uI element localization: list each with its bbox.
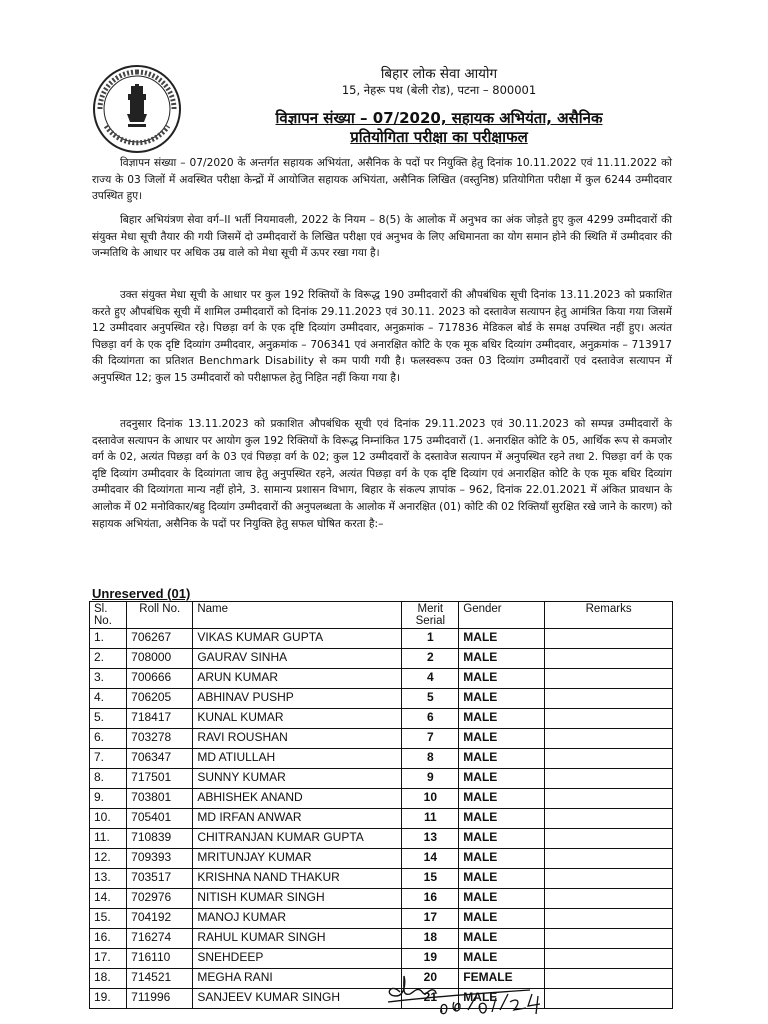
cell-name: GAURAV SINHA xyxy=(193,649,402,669)
cell-name: ARUN KUMAR xyxy=(193,669,402,689)
cell-sl: 1. xyxy=(90,629,127,649)
cell-gender: MALE xyxy=(459,869,545,889)
cell-roll: 708000 xyxy=(127,649,193,669)
table-row xyxy=(90,649,673,669)
cell-name: MEGHA RANI xyxy=(193,969,402,989)
cell-roll: 704192 xyxy=(127,909,193,929)
col-header-sl: Sl. No. xyxy=(90,602,127,629)
cell-name: RAVI ROUSHAN xyxy=(193,729,402,749)
cell-roll: 705401 xyxy=(127,809,193,829)
cell-merit: 18 xyxy=(402,929,459,949)
cell-merit: 4 xyxy=(402,669,459,689)
table-row xyxy=(90,629,673,649)
cell-remarks xyxy=(545,929,673,949)
cell-gender: MALE xyxy=(459,929,545,949)
cell-gender: MALE xyxy=(459,909,545,929)
cell-sl: 4. xyxy=(90,689,127,709)
cell-remarks xyxy=(545,949,673,969)
cell-name: KUNAL KUMAR xyxy=(193,709,402,729)
cell-merit: 19 xyxy=(402,949,459,969)
cell-sl: 9. xyxy=(90,789,127,809)
cell-sl: 10. xyxy=(90,809,127,829)
table-row xyxy=(90,689,673,709)
cell-merit: 13 xyxy=(402,829,459,849)
table-row xyxy=(90,729,673,749)
cell-remarks xyxy=(545,789,673,809)
cell-sl: 15. xyxy=(90,909,127,929)
cell-sl: 12. xyxy=(90,849,127,869)
cell-name: ABHINAV PUSHP xyxy=(193,689,402,709)
cell-sl: 17. xyxy=(90,949,127,969)
section-heading: Unreserved (01) xyxy=(92,586,191,601)
cell-merit: 15 xyxy=(402,869,459,889)
table-row xyxy=(90,709,673,729)
cell-merit: 8 xyxy=(402,749,459,769)
notice-subtitle: प्रतियोगिता परीक्षा का परीक्षाफल xyxy=(350,128,528,146)
org-address: 15, नेहरू पथ (बेली रोड), पटना – 800001 xyxy=(341,83,537,97)
cell-roll: 703278 xyxy=(127,729,193,749)
cell-name: CHITRANJAN KUMAR GUPTA xyxy=(193,829,402,849)
cell-merit: 14 xyxy=(402,849,459,869)
paragraph-2: बिहार अभियंत्रण सेवा वर्ग–II भर्ती नियमावली, 2022 के नियम – 8(5) के आलोक में अनुभव का अंक जोड़ते हुए कुल 4299 उम्मीदवारों की संयुक्त मेधा सूची तैयार की गयी जिसमें दो उम्मीदवारों के लिखित परीक्षा एवं अनुभव के लिए अधिमानता का योग समान होने की स्थिति में उम्मीदवार की जन्मतिथि के आधार पर अधिक उम्र वाले को मेधा सूची में ऊपर रखा गया है। xyxy=(92,214,672,260)
cell-gender: MALE xyxy=(459,709,545,729)
table-row xyxy=(90,769,673,789)
table-row xyxy=(90,669,673,689)
cell-remarks xyxy=(545,829,673,849)
cell-remarks xyxy=(545,669,673,689)
cell-roll: 702976 xyxy=(127,889,193,909)
cell-gender: MALE xyxy=(459,989,545,1009)
col-header-name: Name xyxy=(193,602,402,629)
cell-merit: 2 xyxy=(402,649,459,669)
cell-roll: 706267 xyxy=(127,629,193,649)
cell-name: KRISHNA NAND THAKUR xyxy=(193,869,402,889)
table-row xyxy=(90,809,673,829)
cell-remarks xyxy=(545,909,673,929)
cell-roll: 709393 xyxy=(127,849,193,869)
cell-remarks xyxy=(545,709,673,729)
cell-gender: MALE xyxy=(459,829,545,849)
cell-sl: 14. xyxy=(90,889,127,909)
table-body xyxy=(90,629,673,1009)
cell-sl: 16. xyxy=(90,929,127,949)
paragraph-3: उक्त संयुक्त मेधा सूची के आधार पर कुल 192 रिक्तियों के विरूद्ध 190 उम्मीदवारों की औपबंधिक सूची दिनांक 13.11.2023 को प्रकाशित करते हुए औपबंधिक सूची में शामिल उम्मीदवारों को दिनांक 29.11.2023 एवं 30.11. 2023 को दस्तावेज सत्यापन हेतु आमंत्रित किया गया जिसमें 12 उम्मीदवार अनुपस्थित रहे। पिछड़ा वर्ग के एक दृष्टि दिव्यांग उम्मीदवार, अनुक्रमांक – 717836 मेडिकल बोर्ड के समक्ष उपस्थित नहीं हुए। अत्यंत पिछड़ा वर्ग के एक दृष्टि दिव्यांग उम्मीदवार, अनुक्रमांक – 706341 एवं अनारक्षित कोटि के एक मूक बधिर दिव्यांग उम्मीदवार, अनुक्रमांक – 713917 की दिव्यांगता का प्रतिशत Benchmark Disability से कम पायी गयी है। फलस्वरूप उक्त 03 दिव्यांग उम्मीदवारों एवं दस्तावेज सत्यापन में अनुपस्थित 12; कुल 15 उम्मीदवारों को परीक्षाफल हेतु निहित नहीं किया गया है। xyxy=(92,289,672,384)
cell-sl: 6. xyxy=(90,729,127,749)
cell-sl: 5. xyxy=(90,709,127,729)
cell-merit: 5 xyxy=(402,689,459,709)
cell-merit: 1 xyxy=(402,629,459,649)
cell-sl: 8. xyxy=(90,769,127,789)
cell-gender: MALE xyxy=(459,889,545,909)
cell-sl: 2. xyxy=(90,649,127,669)
cell-merit: 11 xyxy=(402,809,459,829)
cell-merit: 17 xyxy=(402,909,459,929)
cell-remarks xyxy=(545,969,673,989)
cell-remarks xyxy=(545,729,673,749)
cell-remarks xyxy=(545,629,673,649)
cell-remarks xyxy=(545,769,673,789)
cell-sl: 13. xyxy=(90,869,127,889)
org-name: बिहार लोक सेवा आयोग xyxy=(380,66,498,82)
cell-merit: 20 xyxy=(402,969,459,989)
cell-sl: 19. xyxy=(90,989,127,1009)
cell-roll: 710839 xyxy=(127,829,193,849)
cell-name: SNEHDEEP xyxy=(193,949,402,969)
col-header-remarks: Remarks xyxy=(545,602,673,629)
cell-gender: MALE xyxy=(459,689,545,709)
table-row xyxy=(90,949,673,969)
table-row xyxy=(90,869,673,889)
cell-sl: 3. xyxy=(90,669,127,689)
cell-roll: 714521 xyxy=(127,969,193,989)
cell-gender: MALE xyxy=(459,769,545,789)
cell-merit: 9 xyxy=(402,769,459,789)
cell-sl: 18. xyxy=(90,969,127,989)
cell-gender: MALE xyxy=(459,629,545,649)
cell-gender: MALE xyxy=(459,849,545,869)
table-header-row xyxy=(90,602,673,629)
cell-name: ABHISHEK ANAND xyxy=(193,789,402,809)
cell-roll: 703801 xyxy=(127,789,193,809)
col-header-merit: Merit Serial xyxy=(402,602,459,629)
cell-roll: 711996 xyxy=(127,989,193,1009)
cell-gender: FEMALE xyxy=(459,969,545,989)
cell-name: NITISH KUMAR SINGH xyxy=(193,889,402,909)
cell-merit: 10 xyxy=(402,789,459,809)
cell-name: SANJEEV KUMAR SINGH xyxy=(193,989,402,1009)
results-table xyxy=(89,601,673,1009)
table-row xyxy=(90,889,673,909)
table-row xyxy=(90,849,673,869)
cell-sl: 7. xyxy=(90,749,127,769)
cell-name: MRITUNJAY KUMAR xyxy=(193,849,402,869)
table-row xyxy=(90,929,673,949)
cell-gender: MALE xyxy=(459,809,545,829)
cell-remarks xyxy=(545,649,673,669)
col-header-roll: Roll No. xyxy=(127,602,193,629)
table-row xyxy=(90,909,673,929)
cell-sl: 11. xyxy=(90,829,127,849)
cell-merit: 7 xyxy=(402,729,459,749)
paragraph-4: तदनुसार दिनांक 13.11.2023 को प्रकाशित औपबंधिक सूची एवं दिनांक 29.11.2023 एवं 30.11.2023 को सम्पन्न उम्मीदवारों के दस्तावेज सत्यापन के आधार पर आयोग कुल 192 रिक्तियों के विरूद्ध निम्नांकित 175 उम्मीदवारों (1. अनारक्षित कोटि के 05, आर्थिक रूप से कमजोर वर्ग के 02, अत्यंत पिछड़ा वर्ग के 03 एवं पिछड़ा वर्ग के 02; कुल 12 उम्मीदवारों के दस्तावेज सत्यापन में अनुपस्थित रहने तथा 2. पिछड़ा वर्ग के एक दृष्टि दिव्यांग उम्मीदवार के दिव्यांगता जाच हेतु अनुपस्थित रहने, अत्यंत पिछड़ा वर्ग के एक दृष्टि दिव्यांग एवं अनारक्षित कोटि के एक मूक बधिर दिव्यांग उम्मीदवार की दिव्यांगता मान्य नहीं होने, 3. सामान्य प्रशासन विभाग, बिहार के संकल्प ज्ञापांक – 962, दिनांक 22.01.2021 में अंकित प्रावधान के आलोक में 02 मनोविकार/बहु दिव्यांग उम्मीदवारों की अनुपलब्धता के आलोक में अनारक्षित (01) कोटि की 02 रिक्तियाँ सुरक्षित रखे जाने के कारण) को सहायक अभियंता, असैनिक के पदों पर नियुक्ति हेतु सफल घोषित करता है:– xyxy=(92,418,672,530)
cell-merit: 6 xyxy=(402,709,459,729)
cell-name: VIKAS KUMAR GUPTA xyxy=(193,629,402,649)
cell-roll: 706205 xyxy=(127,689,193,709)
cell-gender: MALE xyxy=(459,949,545,969)
cell-name: SUNNY KUMAR xyxy=(193,769,402,789)
cell-roll: 716110 xyxy=(127,949,193,969)
cell-gender: MALE xyxy=(459,789,545,809)
cell-roll: 703517 xyxy=(127,869,193,889)
cell-merit: 16 xyxy=(402,889,459,909)
cell-roll: 700666 xyxy=(127,669,193,689)
cell-name: MD IRFAN ANWAR xyxy=(193,809,402,829)
cell-name: MD ATIULLAH xyxy=(193,749,402,769)
cell-roll: 706347 xyxy=(127,749,193,769)
cell-roll: 717501 xyxy=(127,769,193,789)
col-header-gender: Gender xyxy=(459,602,545,629)
cell-remarks xyxy=(545,809,673,829)
cell-merit: 21 xyxy=(402,989,459,1009)
cell-remarks xyxy=(545,749,673,769)
table-row xyxy=(90,749,673,769)
cell-gender: MALE xyxy=(459,669,545,689)
cell-remarks xyxy=(545,889,673,909)
table-row xyxy=(90,829,673,849)
handwritten-signature xyxy=(380,972,560,1016)
cell-remarks xyxy=(545,849,673,869)
cell-roll: 718417 xyxy=(127,709,193,729)
cell-name: RAHUL KUMAR SINGH xyxy=(193,929,402,949)
cell-remarks xyxy=(545,989,673,1009)
paragraph-1: विज्ञापन संख्या – 07/2020 के अन्तर्गत सहायक अभियंता, असैनिक के पदों पर नियुक्ति हेतु दिनांक 10.11.2022 एवं 11.11.2022 को राज्य के 03 जिलों में अवस्थित परीक्षा केन्द्रों में आयोजित सहायक अभियंता, असैनिक लिखित (वस्तुनिष्ठ) प्रतियोगिता परीक्षा में कुल 6244 उम्मीदवार उपस्थित हुए। xyxy=(92,157,672,203)
cell-roll: 716274 xyxy=(127,929,193,949)
cell-name: MANOJ KUMAR xyxy=(193,909,402,929)
cell-gender: MALE xyxy=(459,729,545,749)
table-row xyxy=(90,789,673,809)
cell-remarks xyxy=(545,869,673,889)
cell-gender: MALE xyxy=(459,749,545,769)
cell-remarks xyxy=(545,689,673,709)
cell-gender: MALE xyxy=(459,649,545,669)
notice-title: विज्ञापन संख्या – 07/2020, सहायक अभियंता, असैनिक xyxy=(275,109,603,127)
